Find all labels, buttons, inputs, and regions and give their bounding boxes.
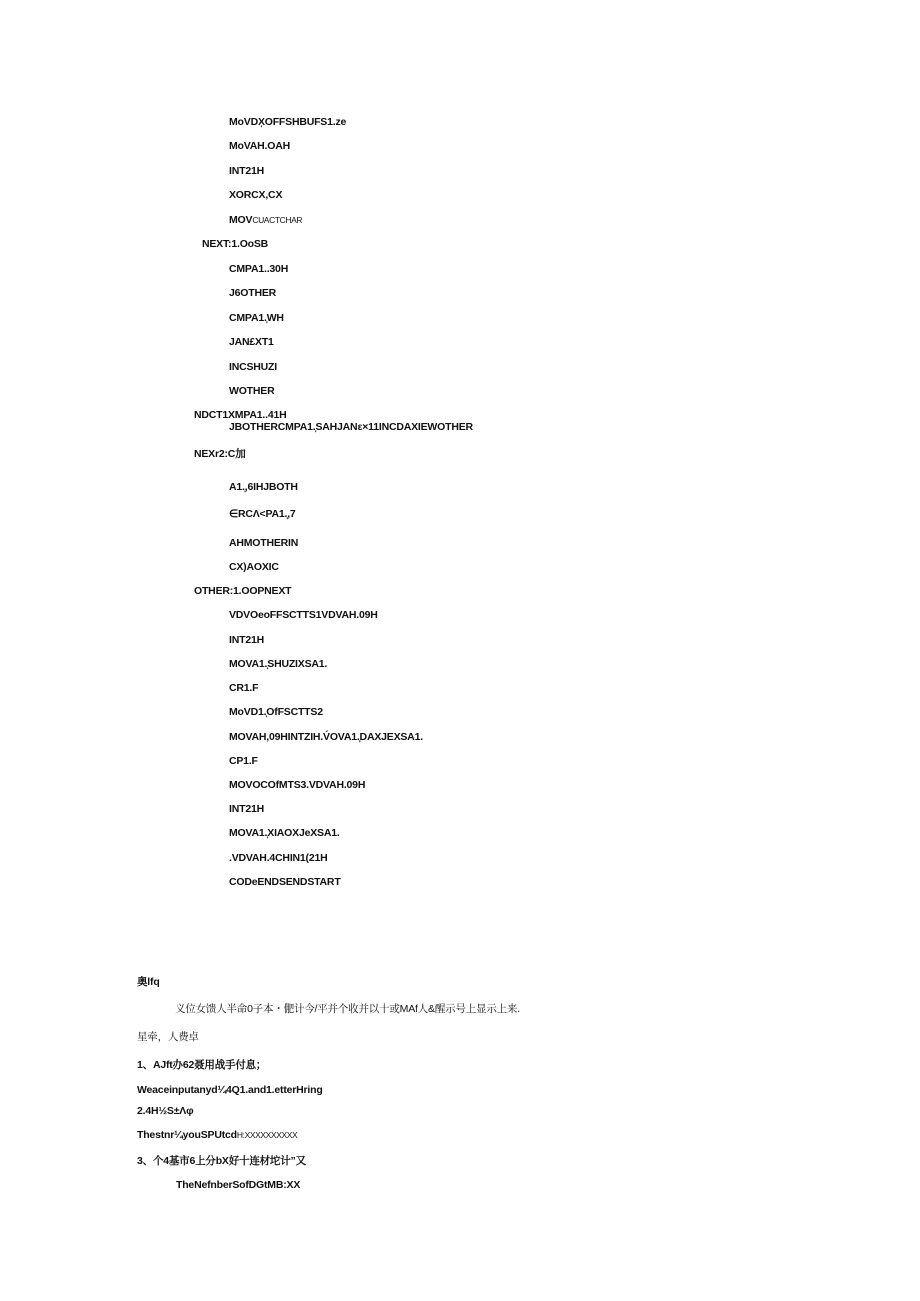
code-line: JAN£XT1	[229, 336, 274, 348]
code-line: J6OTHER	[229, 287, 277, 299]
code-line: MOVA1.̦XIAOXJeXSA1.	[229, 827, 340, 839]
code-line: MoVAH.OAH	[229, 140, 291, 152]
code-line: MOVOCOfMTS3.VDVAH.09H	[229, 779, 366, 791]
code-line: MoVDX̦OFFSHBUFS1.ze	[229, 116, 347, 128]
code-line	[229, 213, 302, 227]
code-line: VDVOeoFFSCTTS1VDVAH.09H	[229, 609, 378, 621]
code-label-line: NDCT1XMPA1..41H	[194, 409, 287, 421]
code-line: CMPA1..30H	[229, 263, 289, 275]
requirement-item: 3、个4基市6上分bX好十连材坨计”又	[137, 1155, 306, 1167]
code-line: A1.̦,6IHJBOTH	[229, 481, 298, 493]
code-label-line: NEXT:1.OoSB	[202, 238, 269, 250]
code-line: ∈RCΛ<PA1.̦,7	[229, 508, 296, 520]
code-line: WOTHER	[229, 385, 275, 397]
section-heading: 奥lfq	[137, 976, 160, 988]
task-description: 义位女馈人半命0子本・俷计今/平并个收并以十或MAf人&醒示号上显示上来.	[175, 1003, 520, 1015]
code-label-line: OTHER:1.OOPNEXT	[194, 585, 292, 597]
code-line: CODeENDSENDSTART	[229, 876, 341, 888]
code-line: CR1.F	[229, 682, 259, 694]
code-line: MOVAH,09HINTZIH.V́OVA1.̦DAXJEXSA1.	[229, 731, 423, 743]
code-line: INCSHUZI	[229, 361, 277, 373]
sample-output	[137, 1128, 297, 1142]
sample-output: TheNefnberSofDGtMB:XX	[176, 1179, 301, 1191]
code-token: CUACTCHAR	[252, 215, 303, 225]
sample-output: Weaceinputanyd¼4Q1.and1.etterHring	[137, 1084, 323, 1096]
code-line: AHMOTHERIN	[229, 537, 299, 549]
code-line: MOVA1.̦SHUZIXSA1.	[229, 658, 328, 670]
requirement-item: 1、AJft办62聂用战手付息；	[137, 1059, 267, 1071]
code-line: INT21H	[229, 634, 264, 646]
sample-output-text: Thestnr¼youSPUtcd	[137, 1129, 237, 1141]
code-line: CP1.F	[229, 755, 258, 767]
requirement-item: 2.4H½S±Λφ	[137, 1105, 194, 1117]
section-subheading: 星牵，人费卓	[137, 1031, 199, 1043]
code-line: CMPA1.̦WH	[229, 312, 284, 324]
code-line: CX)AOXIC	[229, 561, 279, 573]
code-line: JBOTHERCMPA1.̦SAHJANε×11INCDAXIEWOTHER	[229, 421, 473, 433]
code-label-line: NEXr2:C加	[194, 448, 246, 460]
code-token: MOV	[229, 214, 253, 226]
code-line: XORCX,CX	[229, 189, 283, 201]
code-line: MoVD1.̦OfFSCTTS2	[229, 706, 323, 718]
code-line: INT21H	[229, 803, 264, 815]
code-line: .VDVAH.4CHIN1(21H	[229, 852, 328, 864]
sample-output-text: H:XXXXXXXXXX	[236, 1130, 298, 1140]
code-line: INT21H	[229, 165, 264, 177]
